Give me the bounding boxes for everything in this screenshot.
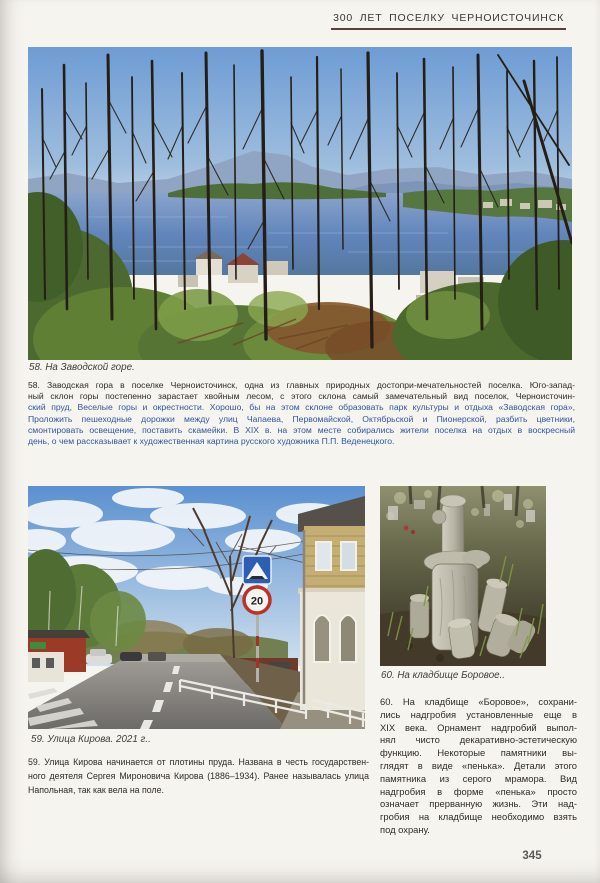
article-58-line: день, о чем рассказывает к художественная картина русского художника П.П. Веденецкого. xyxy=(28,436,395,447)
photo-zavodskaya-gora xyxy=(28,47,572,360)
article-60-line: глядят в виде «пенька». Детали этого xyxy=(380,759,577,771)
header-title: 300 ЛЕТ ПОСЕЛКУ ЧЕРНОИСТОЧИНСК xyxy=(331,12,566,30)
speed-bump-sign xyxy=(243,556,271,584)
article-58-line: ный склон горы постепенно зарастает хвойным лесом, с этого склона самый замечательный вид поселок, Черноисточин- xyxy=(28,391,575,402)
article-58-line: 58. Заводская гора в поселке Черноисточинск, одна из главных природных достопри-мечательностей поселка. Юго-запад- xyxy=(28,380,575,390)
photo-59-caption: 59. Улица Кирова. 2021 г.. xyxy=(31,734,151,745)
article-60-line: памятника из серого мрамора. Вид xyxy=(380,772,577,784)
article-59-line: ного деятеля Сергея Мироновича Кирова (1886–1934). Ранее называлась улица xyxy=(28,771,369,782)
photo-borovoe-cemetery xyxy=(380,486,546,666)
page-number: 345 xyxy=(522,850,542,862)
photo-kirova-street xyxy=(28,486,365,729)
article-59 xyxy=(28,755,369,798)
article-60-line: гробия на кладбище необходимо взять xyxy=(380,811,577,823)
right-building xyxy=(298,496,365,710)
lake-landscape-illustration xyxy=(28,47,572,360)
article-60-line: XIX века. Орнамент надгробий выпол- xyxy=(380,721,577,733)
page-header xyxy=(331,8,566,30)
article-60-line: означает прерванную жизнь. Эти над- xyxy=(380,798,577,810)
article-60 xyxy=(380,696,577,837)
article-60-line: под охрану. xyxy=(380,823,430,835)
article-59-line: Напольная, так как вела на поле. xyxy=(28,785,164,796)
article-58-line: смонтировать освещение, поставить скамейки. В XIX в. на этом месте собирались жители поселка на отдых в воскресный xyxy=(28,424,575,435)
article-58-line: ский пруд, Веселые горы и окрестности. Хорошо, бы на этом склоне образовать парк культуры и отдыха «Заводская гора», xyxy=(28,402,575,413)
photo-58-caption: 58. На Заводской горе. xyxy=(29,362,135,373)
article-58-line: Проложить пешеходные дорожки между улиц Чапаева, Первомайской, Октябрьской и Пионерской, разбить цветники, xyxy=(28,413,575,424)
article-60-line: функцию. Некоторые памятники вы- xyxy=(380,747,577,759)
street-scene-illustration xyxy=(28,486,365,729)
article-59-line: 59. Улица Кирова начинается от плотины пруда. Названа в честь государствен- xyxy=(28,757,369,767)
speed-limit-value: 20 xyxy=(250,595,264,608)
article-60-line: нял чисто декаративно-эстетическую xyxy=(380,734,577,746)
article-60-line: надгробия в форме «пенька» просто xyxy=(380,785,577,797)
cemetery-monument-illustration xyxy=(380,486,546,666)
article-60-line: лись надгробия установленные еще в xyxy=(380,708,577,720)
photo-60-caption: 60. На кладбище Боровое.. xyxy=(381,670,506,681)
speed-limit-sign xyxy=(244,587,270,613)
article-58 xyxy=(28,380,575,447)
article-60-line: 60. На кладбище «Боровое», сохрани- xyxy=(380,696,577,707)
